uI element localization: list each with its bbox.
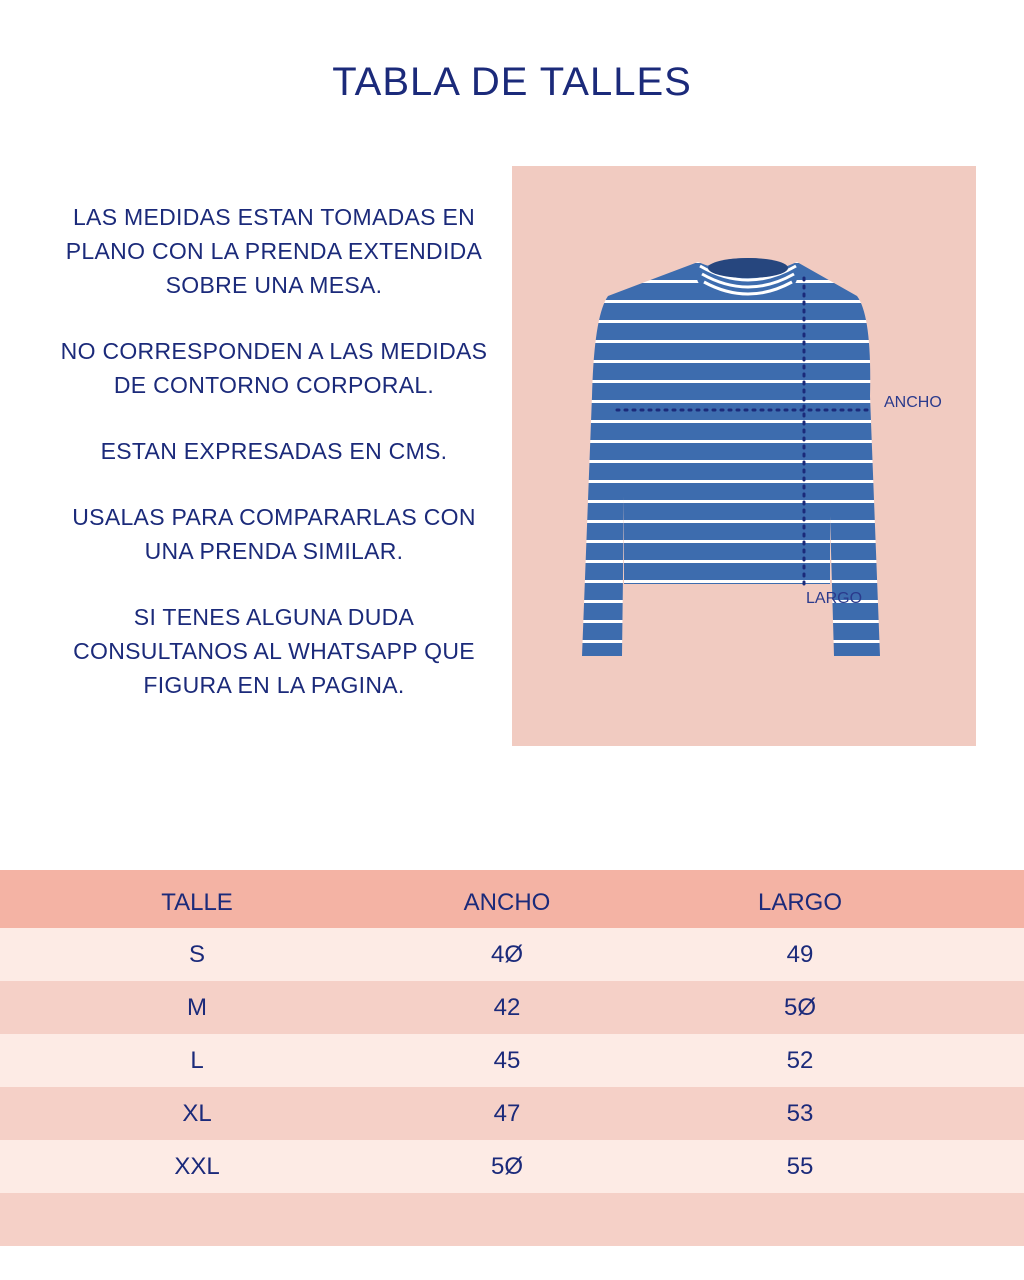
cell-talle: M bbox=[187, 993, 207, 1021]
header-largo: LARGO bbox=[757, 889, 843, 916]
cell-talle: XXL bbox=[174, 1152, 220, 1180]
cell-ancho: 45 bbox=[493, 1046, 521, 1074]
table-row bbox=[0, 1034, 1024, 1087]
instruction-paragraph: ESTAN EXPRESADAS EN CMS. bbox=[100, 438, 448, 464]
cell-largo: 55 bbox=[786, 1152, 814, 1180]
header-talle: TALLE bbox=[161, 889, 233, 916]
table-header-row bbox=[0, 870, 1024, 928]
table-row bbox=[0, 981, 1024, 1034]
cell-talle: L bbox=[190, 1046, 204, 1074]
cell-ancho: 47 bbox=[493, 1099, 521, 1127]
cell-ancho: 4Ø bbox=[490, 940, 523, 968]
table-row bbox=[0, 1140, 1024, 1193]
label-largo: LARGO bbox=[806, 590, 863, 607]
table-row bbox=[0, 1087, 1024, 1140]
cell-largo: 52 bbox=[786, 1046, 814, 1074]
size-table bbox=[0, 870, 1024, 1246]
cell-talle: XL bbox=[182, 1099, 212, 1127]
label-ancho: ANCHO bbox=[884, 394, 942, 411]
instruction-paragraph: USALAS PARA COMPARARLAS CON UNA PRENDA SIMILAR. bbox=[72, 504, 476, 564]
table-row bbox=[0, 928, 1024, 981]
instruction-paragraph: LAS MEDIDAS ESTAN TOMADAS EN PLANO CON LA PRENDA EXTENDIDA SOBRE UNA MESA. bbox=[65, 204, 483, 298]
cell-largo: 53 bbox=[786, 1099, 814, 1127]
cell-ancho: 5Ø bbox=[490, 1152, 523, 1180]
instructions bbox=[58, 200, 490, 734]
page-title: TABLA DE TALLES bbox=[332, 60, 692, 104]
cell-largo: 5Ø bbox=[783, 993, 816, 1021]
header-ancho: ANCHO bbox=[463, 889, 551, 916]
instruction-paragraph: SI TENES ALGUNA DUDA CONSULTANOS AL WHATSAPP QUE FIGURA EN LA PAGINA. bbox=[73, 604, 475, 698]
garment-photo bbox=[512, 166, 976, 746]
cell-ancho: 42 bbox=[493, 993, 521, 1021]
instruction-paragraph: NO CORRESPONDEN A LAS MEDIDAS DE CONTORNO CORPORAL. bbox=[60, 338, 488, 398]
table-footer-row bbox=[0, 1193, 1024, 1246]
sweater-icon bbox=[512, 166, 976, 746]
cell-talle: S bbox=[188, 940, 205, 968]
cell-largo: 49 bbox=[786, 940, 814, 968]
